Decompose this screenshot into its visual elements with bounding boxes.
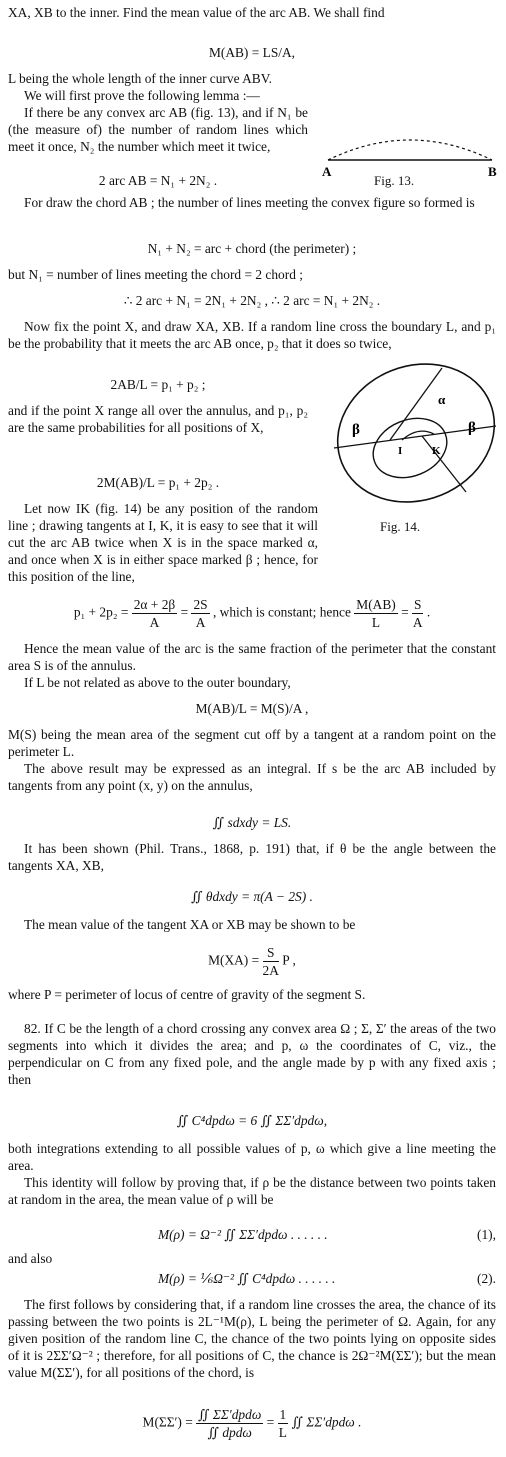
- fraction: [263, 944, 279, 979]
- eq-part: =: [401, 604, 412, 620]
- equation: ∬ θdxdy = π(A − 2S) .: [191, 889, 313, 904]
- eq-number: (2).: [477, 1271, 496, 1286]
- numerator: 1: [279, 1407, 287, 1422]
- fraction: [132, 596, 177, 631]
- fig14-caption: Fig. 14.: [380, 519, 421, 534]
- numerator: 2α + 2β: [133, 597, 176, 612]
- text-paragraph: Let now IK (fig. 14) be any position of the random line ; drawing tangents at I, K, it is easy to see that it will cut the arc AB twice when X is in the space marked α, and once when X is in either space marked β ; hence, for this position of the line,: [8, 501, 318, 584]
- denominator: 2A: [262, 963, 279, 978]
- numerator: ∬ ΣΣ′dpdω: [198, 1407, 262, 1422]
- eq-part: p₁ + 2p₂ =: [73, 604, 132, 620]
- text-paragraph: If there be any convex arc AB (fig. 13), and if N₁ be (the measure of) the number of random lines which meet it once, N₂ the number which meet it twice,: [8, 105, 308, 154]
- eq-number: (1),: [477, 1227, 496, 1242]
- denominator: ∬ dpdω: [207, 1425, 252, 1440]
- text-paragraph: For draw the chord AB ; the number of lines meeting the convex figure so formed is: [24, 195, 475, 210]
- text-line: and also: [8, 1251, 53, 1266]
- equation: 2M(AB)/L = p₁ + 2p₂ .: [96, 475, 220, 490]
- text-line: If L be not related as above to the outer boundary,: [24, 675, 291, 690]
- denominator: L: [278, 1425, 287, 1440]
- text-paragraph: Hence the mean value of the arc is the same fraction of the perimeter that the constant area S is of the annulus.: [8, 641, 496, 673]
- equation: ∬ C⁴dpdω = 6 ∬ ΣΣ′dpdω,: [176, 1113, 328, 1128]
- fig13-label-a: A: [322, 164, 332, 178]
- text-paragraph: M(S) being the mean area of the segment cut off by a tangent at a random point on the perimeter L.: [8, 727, 496, 759]
- text-paragraph: both integrations extending to all possible values of p, ω which give a line meeting the area.: [8, 1141, 496, 1173]
- fig13-arc: [328, 140, 492, 160]
- fig14-label-i: I: [398, 445, 403, 457]
- denominator: A: [149, 615, 160, 630]
- text-paragraph: 82. If C be the length of a chord crossing any convex area Ω ; Σ, Σ′ the areas of the two segments into which it divides the area; and p, ω the coordinates of C, viz., the perpendicular on C from any fixed pole, and the angle made by p with any fixed axis ; then: [8, 1021, 496, 1087]
- numerator: S: [414, 597, 422, 612]
- equation: 2 arc AB = N₁ + 2N₂ .: [98, 173, 218, 188]
- text-paragraph: and if the point X range all over the annulus, and p₁, p₂ are the same probabilities for all positions of X,: [8, 403, 308, 435]
- text-paragraph: The above result may be expressed as an integral. If s be the arc AB included by tangents from any point (x, y) on the annulus,: [8, 761, 496, 793]
- text-line: XA, XB to the inner. Find the mean value of the arc AB. We shall find: [8, 5, 385, 20]
- eq-part: ∬ ΣΣ′dpdω .: [291, 1414, 362, 1430]
- eq-part: M(ΣΣ′) =: [142, 1414, 197, 1430]
- fraction: [412, 596, 423, 631]
- equation-numbered: [8, 1226, 496, 1243]
- text-paragraph: The first follows by considering that, if a random line crosses the area, the chance of its passing between the two points is 2L⁻¹M(ρ), L being the perimeter of Ω. Again, for any given position of the random line C, the chance of the two points lying on opposite sides of it is 2ΣΣ′Ω⁻² ; therefore, for all positions of C, the chance is 2Ω⁻²M(ΣΣ′); but the mean value M(ΣΣ′), for all positions of the chord, is: [8, 1297, 496, 1380]
- text-paragraph: This identity will follow by proving that, if ρ be the distance between two points taken at random in the area, the mean value of ρ will be: [8, 1175, 496, 1207]
- numerator: S: [263, 944, 279, 962]
- denominator: A: [195, 615, 206, 630]
- fig13-label-b: B: [488, 164, 497, 178]
- figure-13: [318, 122, 502, 178]
- text-line: but N₁ = number of lines meeting the chord = 2 chord ;: [8, 267, 303, 282]
- eq-body: M(ρ) = Ω⁻² ∬ ΣΣ′dpdω . . . . . .: [158, 1227, 328, 1242]
- equation-numbered: [8, 1270, 496, 1287]
- denominator: A: [412, 615, 423, 630]
- numerator: M(AB): [356, 597, 396, 612]
- equation: N₁ + N₂ = arc + chord (the perimeter) ;: [147, 241, 357, 256]
- numerator: 2S: [193, 597, 208, 612]
- text-line: L being the whole length of the inner curve ABV.: [8, 71, 273, 86]
- eq-part: , which is constant; hence: [212, 604, 355, 620]
- fraction: [278, 1406, 289, 1441]
- text-line: We will first prove the following lemma :—: [24, 88, 260, 103]
- equation-mean-segment: [8, 1406, 496, 1446]
- eq-body: M(ρ) = ⅙Ω⁻² ∬ C⁴dpdω . . . . . .: [158, 1271, 336, 1286]
- equation: M(AB) = LS/A,: [208, 45, 296, 60]
- equation-tangent: [8, 944, 496, 976]
- eq-part: .: [426, 604, 431, 620]
- text-paragraph: It has been shown (Phil. Trans., 1868, p. 191) that, if θ be the angle between the tangents XA, XB,: [8, 841, 496, 873]
- figure-14: [330, 358, 502, 508]
- eq-part: M(XA) =: [208, 952, 263, 968]
- text-paragraph: Now fix the point X, and draw XA, XB. If a random line cross the boundary L, and p₁ be the probability that it meets the arc AB once, p₂ that it does so twice,: [8, 319, 496, 351]
- fig14-tangent-k: [422, 436, 466, 492]
- equation-probability: [8, 596, 496, 628]
- fig14-tangent-i: [390, 368, 442, 440]
- denominator: L: [371, 615, 381, 630]
- equation: 2AB/L = p₁ + p₂ ;: [110, 377, 206, 392]
- fraction: [196, 1406, 263, 1441]
- fig14-label-alpha: α: [438, 392, 446, 407]
- eq-part: =: [266, 1414, 278, 1430]
- fig14-label-beta-right: β: [468, 420, 476, 436]
- eq-part: =: [180, 604, 192, 620]
- text-line: The mean value of the tangent XA or XB may be shown to be: [24, 917, 356, 932]
- fraction: [354, 596, 397, 631]
- fig14-label-beta-left: β: [352, 422, 360, 438]
- fraction: [191, 596, 209, 631]
- equation: ∬ sdxdy = LS.: [212, 815, 292, 830]
- text-paragraph: where P = perimeter of locus of centre of gravity of the segment S.: [8, 987, 366, 1002]
- fig14-inner-ellipse: [364, 408, 455, 488]
- fig14-label-k: K: [432, 445, 441, 457]
- equation: ∴ 2 arc + N₁ = 2N₁ + 2N₂ , ∴ 2 arc = N₁ + 2N₂ .: [123, 293, 381, 308]
- fig13-caption: Fig. 13.: [374, 173, 415, 188]
- equation: M(AB)/L = M(S)/A ,: [195, 701, 309, 716]
- eq-part: P ,: [282, 952, 296, 968]
